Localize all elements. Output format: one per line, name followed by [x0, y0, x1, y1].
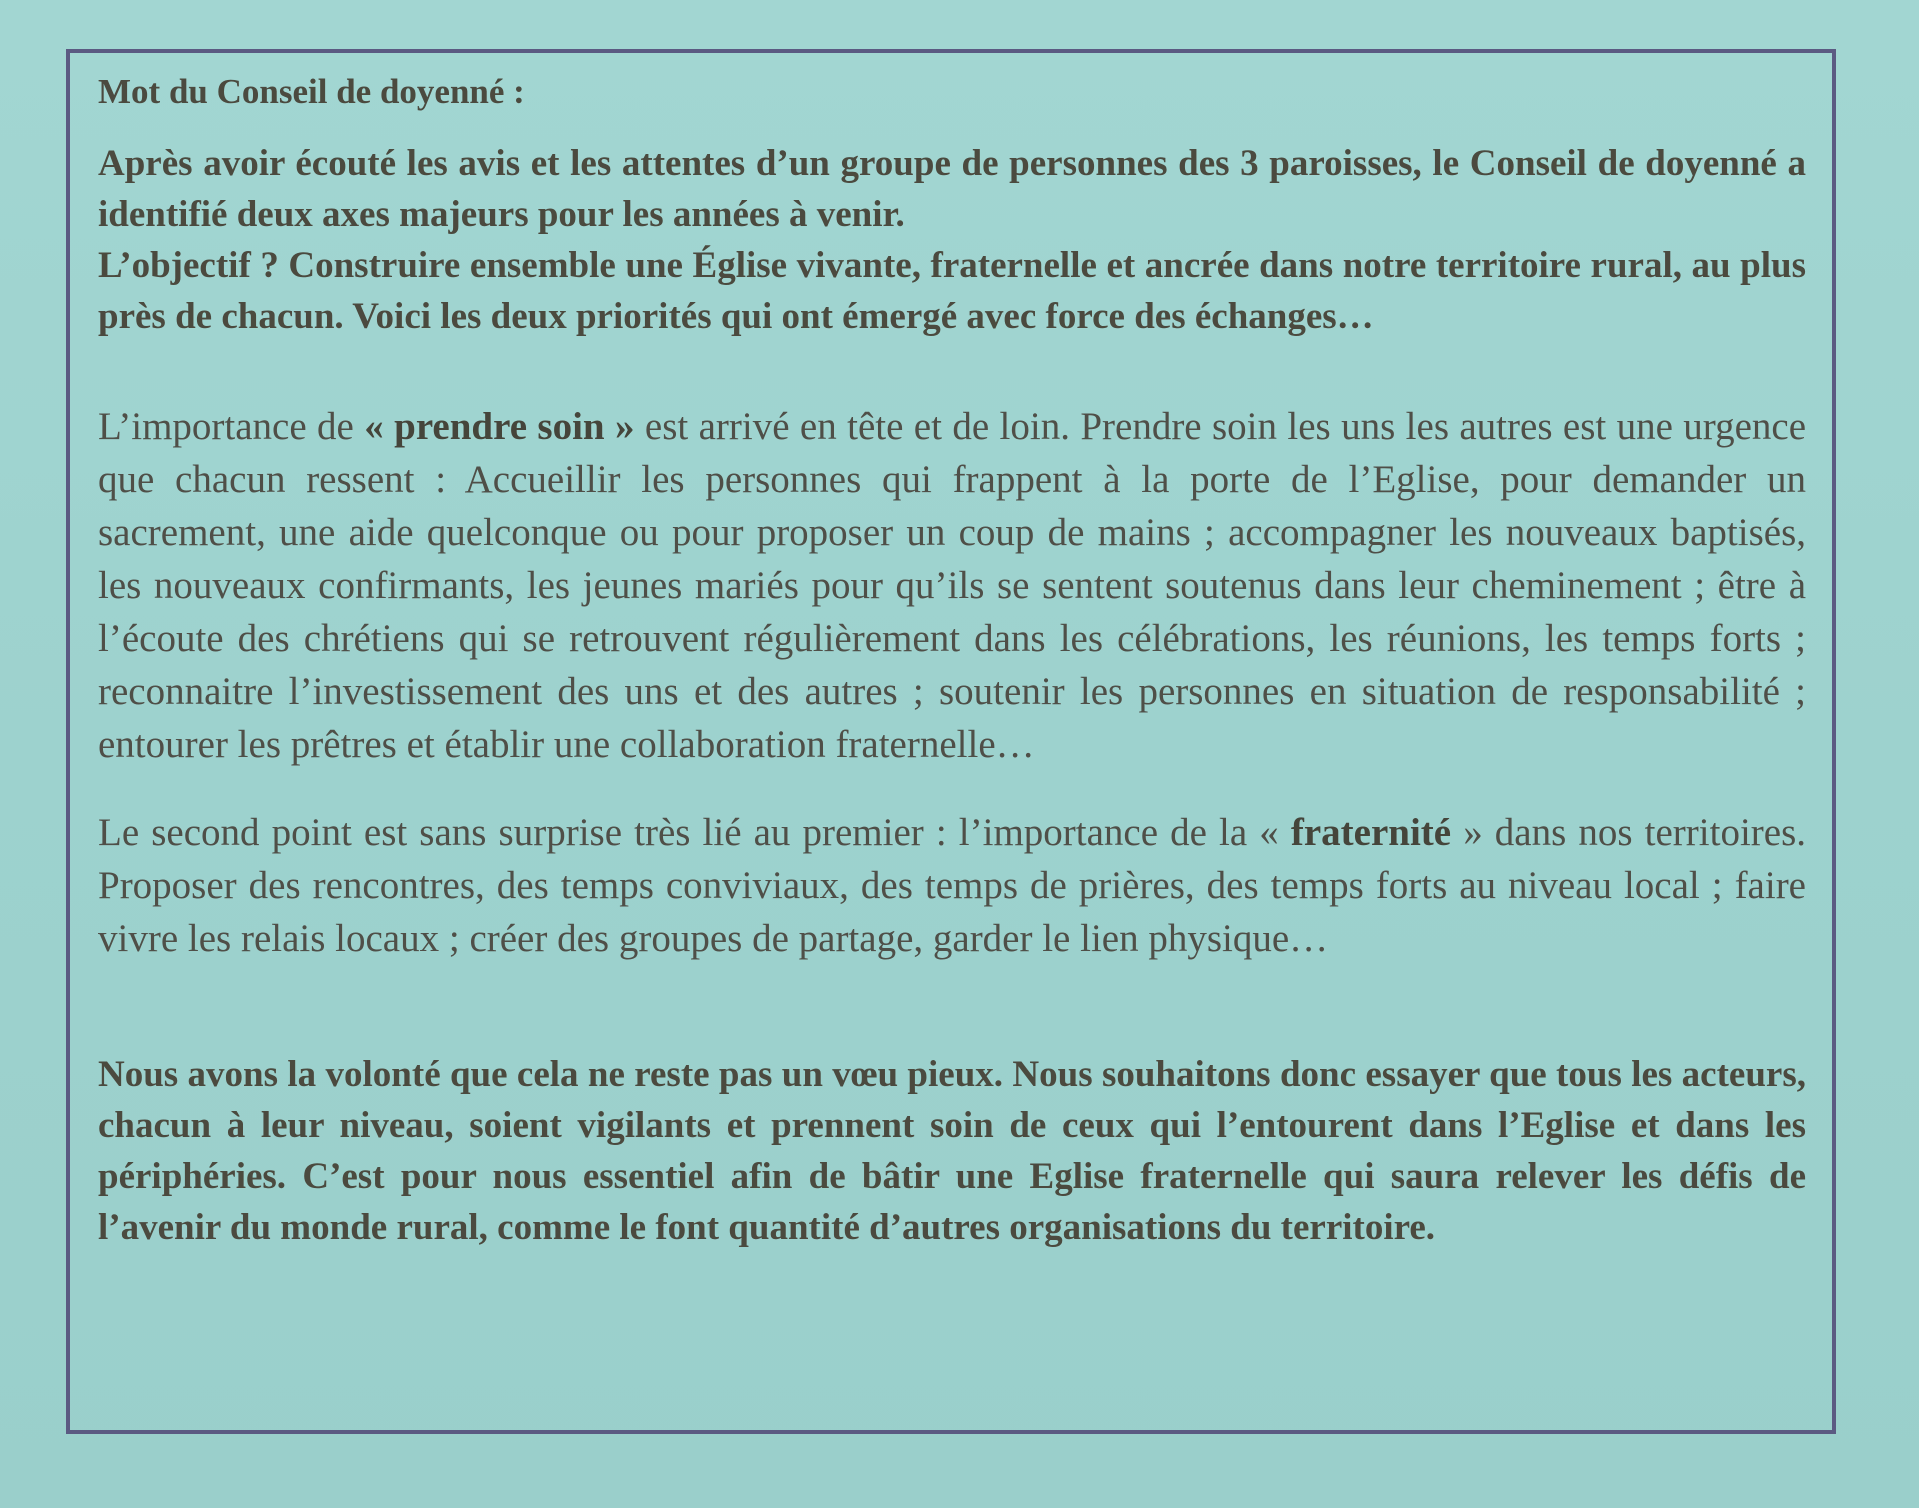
intro-sentence-2: L’objectif ? Construire ensemble une Église vivante, fraternelle et ancrée dans notre territoire rural, au plus près de chacun. Voici les deux priorités qui ont émergé avec force des échanges…: [98, 245, 1806, 337]
para1-after: est arrivé en tête et de loin. Prendre soin les uns les autres est une urgence que chacun ressent : Accueillir les personnes qui frappent à la porte de l’Eglise, pour demander un sacrement, une aide quelconque ou pour proposer un coup de mains ; accompagner les nouveaux baptisés, les nouveaux confirmants, les jeunes mariés pour qu’ils se sentent soutenus dans leur cheminement ; être à l’écoute des chrétiens qui se retrouvent régulièrement dans les célébrations, les réunions, les temps forts ; reconnaitre l’investissement des uns et des autres ; soutenir les personnes en situation de responsabilité ; entourer les prêtres et établir une collaboration fraternelle…: [98, 405, 1806, 766]
conclusion-paragraph: Nous avons la volonté que cela ne reste pas un vœu pieux. Nous souhaitons donc essayer que tous les acteurs, chacun à leur niveau, soient vigilants et prennent soin de ceux qui l’entourent dans l’Eglise et dans les périphéries. C’est pour nous essentiel afin de bâtir une Eglise fraternelle qui saura relever les défis de l’avenir du monde rural, comme le font quantité d’autres organisations du territoire.: [98, 1054, 1806, 1248]
para2-after: » dans nos territoires. Proposer des rencontres, des temps conviviaux, des temps de prières, des temps forts au niveau local ; faire vivre les relais locaux ; créer des groupes de partage, garder le lien physique…: [98, 811, 1806, 960]
document-heading: Mot du Conseil de doyenné :: [98, 72, 525, 111]
prendre-soin-paragraph: [98, 400, 1806, 771]
document-body: [98, 66, 1806, 1253]
para1-emphasis: « prendre soin »: [364, 405, 635, 448]
para1-before: L’importance de: [98, 405, 365, 448]
intro-paragraph: [98, 138, 1806, 342]
intro-sentence-1: Après avoir écouté les avis et les attentes d’un groupe de personnes des 3 paroisses, le Conseil de doyenné a identifié deux axes majeurs pour les années à venir.: [98, 143, 1806, 235]
para2-before: Le second point est sans surprise très lié au premier : l’importance de la «: [98, 811, 1291, 854]
fraternite-paragraph: [98, 806, 1806, 965]
para2-emphasis: fraternité: [1290, 811, 1452, 854]
